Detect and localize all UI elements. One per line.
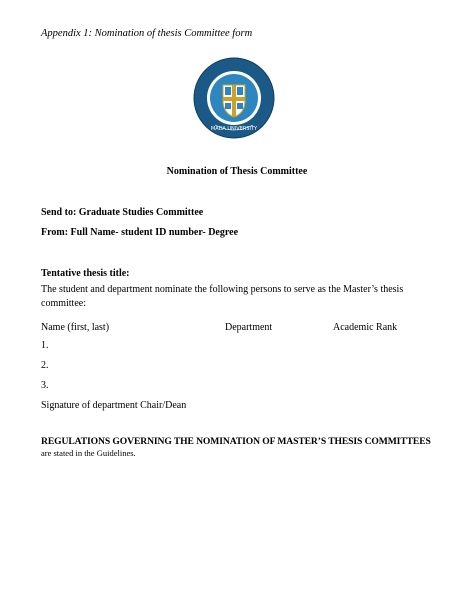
logo-outer-text: MADA UNIVERSITY <box>210 126 258 132</box>
regulations-title: REGULATIONS GOVERNING THE NOMINATION OF MASTER’S THESIS COMMITTEES <box>41 436 431 447</box>
tentative-title-label: Tentative thesis title: <box>41 268 130 279</box>
nomination-paragraph: The student and department nominate the following persons to serve as the Master’s thesis committee: <box>41 284 404 309</box>
regulations-note: are stated in the Guidelines. <box>41 448 136 458</box>
committee-row-3: 3. <box>41 380 49 391</box>
university-logo <box>193 57 275 139</box>
committee-row-2: 2. <box>41 360 49 371</box>
appendix-label: Appendix 1: Nomination of thesis Committee form <box>41 28 253 39</box>
column-rank: Academic Rank <box>333 322 398 333</box>
column-department: Department <box>225 322 273 333</box>
from-line: From: Full Name- student ID number- Degree <box>41 227 239 238</box>
form-title: Nomination of Thesis Committee <box>166 166 308 177</box>
signature-line: Signature of department Chair/Dean <box>41 400 187 411</box>
column-name: Name (first, last) <box>41 322 110 333</box>
committee-row-1: 1. <box>41 340 49 351</box>
send-to-line: Send to: Graduate Studies Committee <box>41 207 204 218</box>
